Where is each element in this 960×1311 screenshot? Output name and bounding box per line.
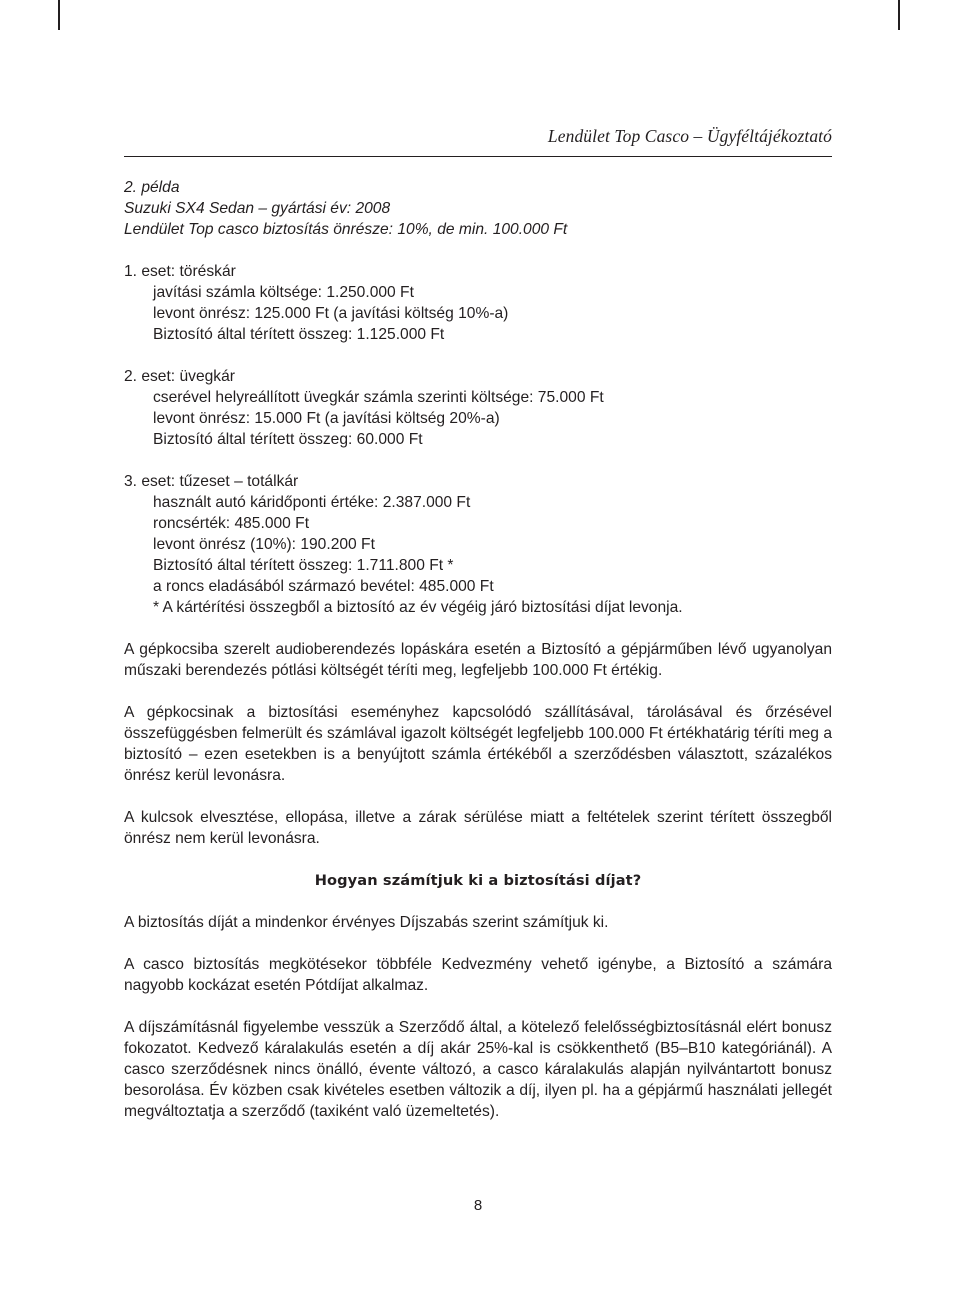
- crop-mark: [898, 0, 900, 30]
- case-line: javítási számla költsége: 1.250.000 Ft: [153, 284, 414, 301]
- case-line: levont önrész: 125.000 Ft (a javítási költség 10%-a): [153, 305, 509, 322]
- paragraph-tariff: A biztosítás díját a mindenkor érvényes Díjszabás szerint számítjuk ki.: [124, 914, 609, 931]
- crop-mark: [58, 0, 60, 30]
- paragraph-keys: A kulcsok elvesztése, ellopása, illetve a zárak sérülése miatt a feltételek szerint térített összegből önrész nem kerül levonásra.: [124, 809, 832, 847]
- case-line: a roncs eladásából származó bevétel: 485.000 Ft: [153, 578, 494, 595]
- case-line: használt autó káridőponti értéke: 2.387.000 Ft: [153, 494, 471, 511]
- header-rule: [124, 156, 832, 157]
- case-title: 1. eset: töréskár: [124, 263, 236, 280]
- case-title: 2. eset: üvegkár: [124, 368, 235, 385]
- paragraph-discount: A casco biztosítás megkötésekor többféle Kedvezmény vehető igénybe, a Biztosító a számára nagyobb kockázat esetén Pótdíjat alkalmaz.: [124, 956, 832, 994]
- case-footnote: * A kártérítési összegből a biztosító az év végéig járó biztosítási díjat levonja.: [153, 599, 683, 616]
- case-3: [124, 471, 832, 618]
- running-header: Lendület Top Casco – Ügyféltájékoztató: [547, 126, 832, 146]
- page-content: [124, 177, 832, 1143]
- example-deductible: Lendület Top casco biztosítás önrésze: 10%, de min. 100.000 Ft: [124, 221, 568, 238]
- case-1: [124, 261, 832, 345]
- page-number: 8: [473, 1197, 483, 1214]
- case-line: roncsérték: 485.000 Ft: [153, 515, 310, 532]
- section-heading: Hogyan számítjuk ki a biztosítási díjat?: [314, 872, 642, 889]
- case-line: levont önrész: 15.000 Ft (a javítási költség 20%-a): [153, 410, 500, 427]
- paragraph-bonus: A díjszámításnál figyelembe vesszük a Szerződő által, a kötelező felelősségbiztosításnál elért bonusz fokozatot. Kedvező káralakulás esetén a díj akár 25%-kal is csökkenthető (B5–B10 kategóriánál). A casco szerződésnek nincs önálló, évente változó, a casco káralakulás alapján nyilvántartott bonusz besorolása. Év közben csak kivételes esetben változik a díj, ilyen pl. ha a gépjármű használati jellegét megváltoztatja a szerződő (taxiként való üzemeltetés).: [124, 1019, 832, 1120]
- example-car: Suzuki SX4 Sedan – gyártási év: 2008: [124, 200, 391, 217]
- paragraph-transport: A gépkocsinak a biztosítási eseményhez kapcsolódó szállításával, tárolásával és őrzésével összefüggésben felmerült és számlával igazolt költségét legfeljebb 100.000 Ft értékhatárig téríti meg a biztosító – ezen esetekben is a benyújtott számla értékéből a szerződésben választott, százalékos önrész kerül levonásra.: [124, 704, 832, 784]
- paragraph-audio: A gépkocsiba szerelt audioberendezés lopáskára esetén a Biztosító a gépjárműben lévő ugyanolyan műszaki berendezés pótlási költségét téríti meg, legfeljebb 100.000 Ft értékig.: [124, 641, 832, 679]
- case-2: [124, 366, 832, 450]
- case-line: cserével helyreállított üvegkár számla szerinti költsége: 75.000 Ft: [153, 389, 604, 406]
- case-line: levont önrész (10%): 190.200 Ft: [153, 536, 375, 553]
- case-line: Biztosító által térített összeg: 1.711.800 Ft *: [153, 557, 454, 574]
- case-title: 3. eset: tűzeset – totálkár: [124, 473, 299, 490]
- case-line: Biztosító által térített összeg: 1.125.000 Ft: [153, 326, 445, 343]
- example-title: 2. példa: [124, 179, 180, 196]
- case-line: Biztosító által térített összeg: 60.000 Ft: [153, 431, 423, 448]
